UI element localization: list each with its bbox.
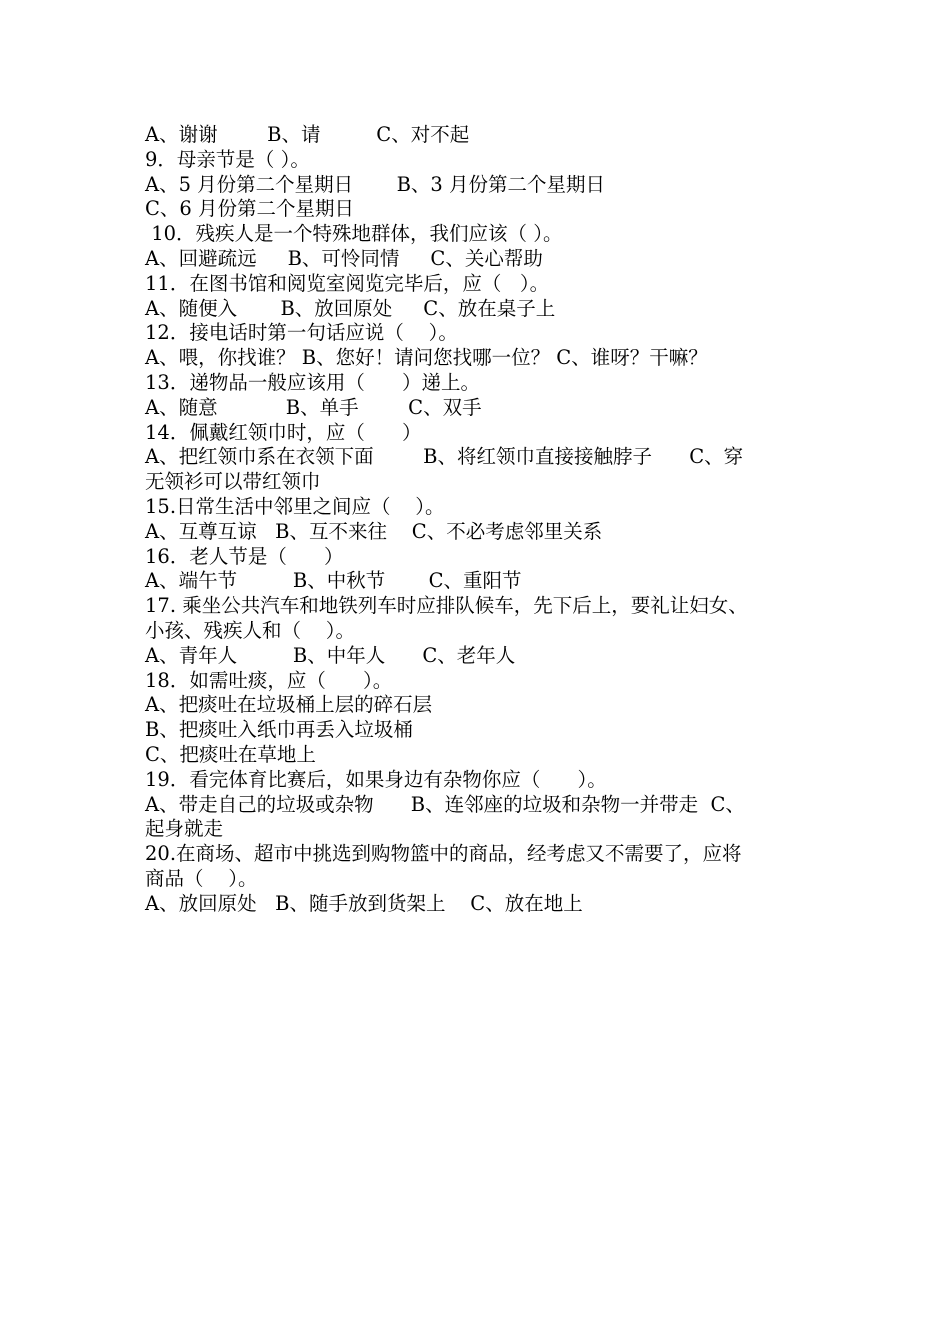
answer-option-q18-a: A、把痰吐在垃圾桶上层的碎石层 [145, 693, 433, 717]
answer-options-q9-line1: A、5 月份第二个星期日 B、3 月份第二个星期日 [145, 172, 606, 196]
question-11: 11．在图书馆和阅览室阅览完毕后，应（ ）。 [145, 271, 550, 295]
question-16: 16．老人节是（ ） [145, 544, 344, 568]
question-12: 12．接电话时第一句话应说（ ）。 [145, 321, 458, 345]
answer-options-q14-line1: A、把红领巾系在衣领下面 B、将红领巾直接接触脖子 C、穿 [145, 445, 744, 469]
question-19: 19．看完体育比赛后，如果身边有杂物你应（ ）。 [145, 767, 607, 791]
answer-options-q17: A、青年人 B、中年人 C、老年人 [145, 643, 516, 667]
answer-options-q11: A、随便入 B、放回原处 C、放在桌子上 [145, 296, 556, 320]
question-20-line2: 商品（ ）。 [145, 866, 258, 890]
question-17-line1: 17. 乘坐公共汽车和地铁列车时应排队候车，先下后上，要礼让妇女、 [145, 594, 748, 618]
question-17-line2: 小孩、残疾人和（ ）。 [145, 618, 356, 642]
answer-options-q8: A、谢谢 B、请 C、对不起 [145, 123, 470, 146]
answer-options-q10: A、回避疏远 B、可怜同情 C、关心帮助 [145, 246, 543, 270]
answer-options-q14-line2: 无领衫可以带红领巾 [145, 470, 321, 494]
document-body [145, 123, 815, 917]
answer-options-q12: A、喂，你找谁？ B、您好！请问您找哪一位？ C、谁呀？干嘛？ [145, 346, 708, 370]
question-15: 15.日常生活中邻里之间应（ ）。 [145, 494, 445, 518]
answer-option-q18-b: B、把痰吐入纸巾再丢入垃圾桶 [145, 718, 413, 742]
answer-options-q13: A、随意 B、单手 C、双手 [145, 395, 482, 419]
answer-options-q19-line2: 起身就走 [145, 817, 224, 841]
answer-options-q9-line2: C、6 月份第二个星期日 [145, 197, 355, 221]
answer-options-q15: A、互尊互谅 B、互不来往 C、不必考虑邻里关系 [145, 519, 603, 543]
question-14: 14．佩戴红领巾时，应（ ） [145, 420, 422, 444]
question-13: 13．递物品一般应该用（ ）递上。 [145, 370, 481, 394]
question-10: 10．残疾人是一个特殊地群体，我们应该（ ）。 [145, 222, 563, 246]
question-18: 18．如需吐痰，应（ ）。 [145, 668, 393, 692]
question-9: 9．母亲节是（ ）。 [145, 147, 310, 171]
answer-options-q20: A、放回原处 B、随手放到货架上 C、放在地上 [145, 891, 583, 915]
question-20-line1: 20.在商场、超市中挑选到购物篮中的商品，经考虑又不需要了，应将 [145, 842, 742, 866]
answer-options-q19-line1: A、带走自己的垃圾或杂物 B、连邻座的垃圾和杂物一并带走 C、 [145, 792, 745, 816]
answer-option-q18-c: C、把痰吐在草地上 [145, 742, 316, 766]
answer-options-q16: A、端午节 B、中秋节 C、重阳节 [145, 569, 522, 593]
